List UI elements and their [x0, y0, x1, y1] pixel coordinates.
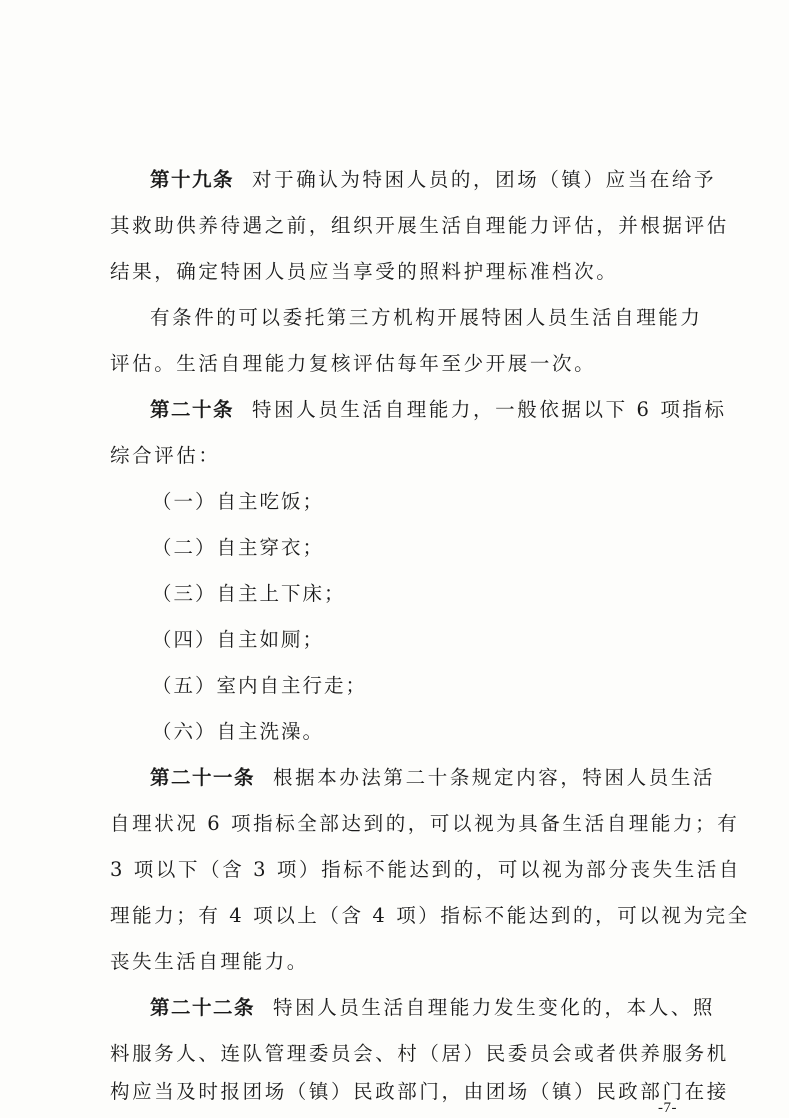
article-20-line-2: 综合评估：	[110, 444, 221, 467]
article-19-line-3: 结果，确定特困人员应当享受的照料护理标准档次。	[110, 260, 619, 283]
article-22-heading: 第二十二条	[150, 996, 256, 1019]
article-21-heading: 第二十一条	[150, 766, 256, 789]
article-22-line-2: 料服务人、连队管理委员会、村（居）民委员会或者供养服务机	[110, 1042, 729, 1065]
article-20-first-line	[150, 396, 727, 424]
article-21-first-line	[150, 764, 715, 792]
list-item: （六）自主洗澡。	[152, 720, 325, 743]
article-21-line-4: 理能力；有 4 项以上（含 4 项）指标不能达到的，可以视为完全	[110, 904, 750, 927]
article-20-text: 特困人员生活自理能力，一般依据以下 6 项指标	[252, 398, 727, 421]
article-21-line-5: 丧失生活自理能力。	[110, 950, 309, 973]
list-item: （二）自主穿衣；	[152, 536, 325, 559]
article-19-heading: 第十九条	[150, 168, 235, 191]
article-22-first-line	[150, 994, 715, 1022]
list-item: （三）自主上下床；	[152, 582, 346, 605]
page-number: -7-	[658, 1100, 677, 1116]
article-20-heading: 第二十条	[150, 398, 235, 421]
list-item: （五）室内自主行走；	[152, 674, 368, 697]
article-19-para2-line-1: 有条件的可以委托第三方机构开展特困人员生活自理能力	[150, 306, 703, 329]
article-22-line-3: 构应当及时报团场（镇）民政部门，由团场（镇）民政部门在接	[110, 1080, 729, 1103]
list-item: （一）自主吃饭；	[152, 490, 325, 513]
list-item: （四）自主如厕；	[152, 628, 325, 651]
article-21-line-3: 3 项以下（含 3 项）指标不能达到的，可以视为部分丧失生活自	[110, 858, 742, 881]
article-21-text: 根据本办法第二十条规定内容，特困人员生活	[273, 766, 716, 789]
article-21-line-2: 自理状况 6 项指标全部达到的，可以视为具备生活自理能力；有	[110, 812, 740, 835]
article-22-text: 特困人员生活自理能力发生变化的，本人、照	[273, 996, 716, 1019]
article-19-text: 对于确认为特困人员的，团场（镇）应当在给予	[252, 168, 717, 191]
article-19-para2-line-2: 评估。生活自理能力复核评估每年至少开展一次。	[110, 352, 597, 375]
article-19-line-2: 其救助供养待遇之前，组织开展生活自理能力评估，并根据评估	[110, 214, 729, 237]
article-19-first-line	[150, 166, 716, 194]
